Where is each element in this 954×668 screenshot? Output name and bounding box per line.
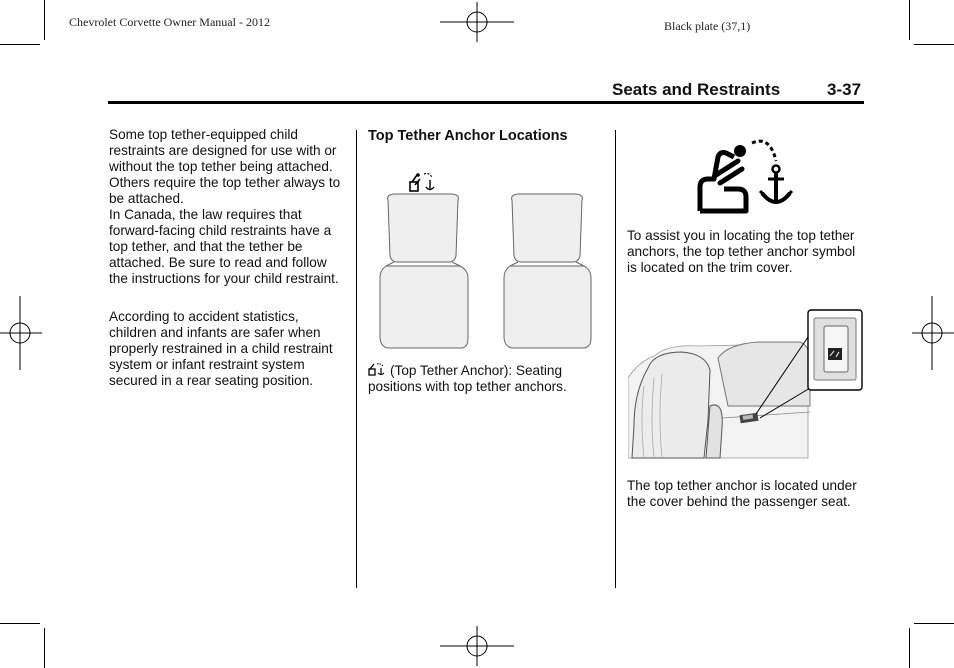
- crop-mark-top-right-v: [909, 0, 910, 40]
- crop-mark-bottom-right-v: [909, 628, 910, 668]
- paragraph-accident-statistics: According to accident statistics, children and infants are safer when properly restrained in a child restraint system or infant restraint system secured in a rear seating position.: [109, 309, 333, 388]
- crop-mark-top-right-h: [914, 44, 954, 45]
- registration-mark-bottom: [440, 626, 514, 666]
- plate-label: Black plate (37,1): [664, 19, 751, 33]
- manual-title: Chevrolet Corvette Owner Manual - 2012: [69, 15, 270, 29]
- crop-mark-bottom-left-v: [44, 628, 45, 668]
- column-divider-2: [615, 130, 616, 588]
- header-rule: [108, 101, 864, 104]
- section-heading: Top Tether Anchor Locations: [368, 128, 568, 144]
- seat-locations-figure: [372, 166, 602, 356]
- anchor-location-illustration: [628, 308, 864, 462]
- paragraph-tether-use: Some top tether-equipped child restraints are designed for use with or without the top tether being attached. Others require the top tether always to be attached.: [109, 127, 341, 206]
- paragraph-anchor-location: The top tether anchor is located under the cover behind the passenger seat.: [627, 478, 857, 509]
- crop-mark-top-left-h: [0, 44, 40, 45]
- crop-mark-top-left-v: [44, 0, 45, 40]
- paragraph-canada-law: In Canada, the law requires that forward-facing child restraints have a top tether, and that the tether be attached. Be sure to read and follow the instructions for your child restraint.: [109, 207, 339, 286]
- caption-text: (Top Tether Anchor): Seating positions with top tether anchors.: [368, 363, 567, 394]
- crop-mark-bottom-right-h: [914, 623, 954, 624]
- section-title: Seats and Restraints: [612, 80, 781, 99]
- left-seat-drawing: [380, 194, 468, 348]
- column-divider-1: [356, 130, 357, 588]
- top-tether-anchor-symbol: [694, 137, 798, 215]
- registration-mark-left: [0, 296, 42, 370]
- crop-mark-bottom-left-h: [0, 623, 40, 624]
- registration-mark-top: [440, 2, 514, 42]
- top-tether-anchor-icon: [410, 173, 434, 191]
- figure-caption: [368, 363, 598, 395]
- registration-mark-right: [912, 296, 954, 370]
- right-seat-drawing: [504, 194, 591, 348]
- paragraph-anchor-symbol: To assist you in locating the top tether anchors, the top tether anchor symbol is located on the trim cover.: [627, 228, 856, 275]
- page-number: 3-37: [827, 80, 862, 99]
